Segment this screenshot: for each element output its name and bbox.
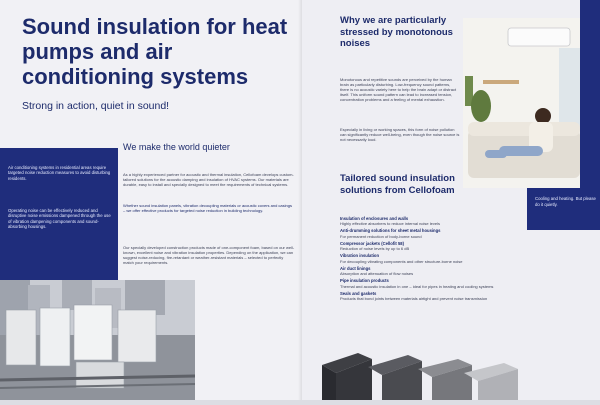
woman-relaxing-photo [463,18,580,188]
solution-title: Air duct linings [340,265,371,271]
solution-description: For permanent reduction of body-borne sound [340,233,422,239]
solution-description: Products that bond joints between materials airtight and prevent noise transmission [340,296,488,302]
we-make-paragraph-3: Our specially developed construction products made of one-component foam, based on our well-known, excellent noise and vibration insulation properties. Depending on the application, we can suggest noise-reducing, fire-retardant or weather-resistant materials – selected to perfectly match your requirements. [123,245,295,266]
solution-description: Absorption and attenuation of flow noises [340,271,414,277]
rooftop-ac-units-photo [0,280,195,400]
solution-item [340,216,585,226]
solution-description: Highly effective absorbers to reduce internal noise levels [340,221,440,227]
left-blue-info-panel [0,148,118,280]
solutions-list [340,216,585,303]
why-stressed-heading: Why we are particularly stressed by monotonous noises [340,15,453,49]
solution-description: Thermal and acoustic insulation in one – ideal for pipes in heating and cooling systems [340,283,494,289]
solution-title: Vibration insulation [340,253,380,259]
we-make-paragraph-1: As a highly experienced partner for acoustic and thermal insulation, Cellofoam develops custom-tailored solutions for the acoustic damping and insulation of HVAC systems. Our materials are durable, easy to install and specially designed to meet the requirements of technical systems. [123,172,294,188]
we-make-heading: We make the world quieter [123,142,230,152]
tailored-solutions-heading: Tailored sound insulation solutions from Cellofoam [340,173,455,196]
why-stressed-paragraph-1: Monotonous and repetitive sounds are perceived by the human brain as particularly disturbing. Low-frequency sound patterns, there is no acoustic variety here to help the brain adapt or distract itself. This uniform sound pattern can lead to increased tension, concentration problems and a feeling of mental exhaustion. [340,77,457,103]
solution-item [340,266,585,276]
we-make-paragraph-2: Whether sound insulation panels, vibration decoupling materials or acoustic covers and casings – we offer effective products for targeted noise reduction in building technology. [123,203,292,214]
solution-item [340,253,585,263]
solution-description: Reduction of noise levels by up to 6 dB [340,246,410,252]
solution-title: Insulation of enclosures and walls [340,216,409,221]
solution-title: Seals and gaskets [340,290,377,296]
left-page [0,0,302,400]
left-panel-paragraph-1: Air conditioning systems in residential areas require targeted noise reduction measures to avoid disturbing residents. [8,165,111,181]
foam-material-samples-image [318,345,518,400]
solution-item [340,241,585,251]
main-title: Sound insulation for heat pumps and air conditioning systems [22,14,288,89]
solution-item [340,228,585,238]
solution-title: Pipe insulation products [340,278,389,284]
left-panel-paragraph-2: Operating noise can be effectively reduced and disruptive noise emissions dampened through the use of vibration dampening components and sound-absorbing housings. [8,208,111,230]
solution-title: Compressor jackets (Cellofit 58) [340,240,404,246]
solution-title: Anti-drumming solutions for sheet metal housings [340,228,441,234]
solution-item [340,278,585,288]
solution-description: For decoupling vibrating components and other structure-borne noise [340,258,463,264]
main-subtitle: Strong in action, quiet in sound! [22,100,170,112]
solution-item [340,291,585,301]
why-stressed-paragraph-2: Especially in living or working spaces, this form of noise pollution can significantly reduce well-being, even though the noise source is not necessarily loud. [340,127,460,143]
right-panel-text: Cooling and heating. But please do it quietly. [535,196,596,207]
